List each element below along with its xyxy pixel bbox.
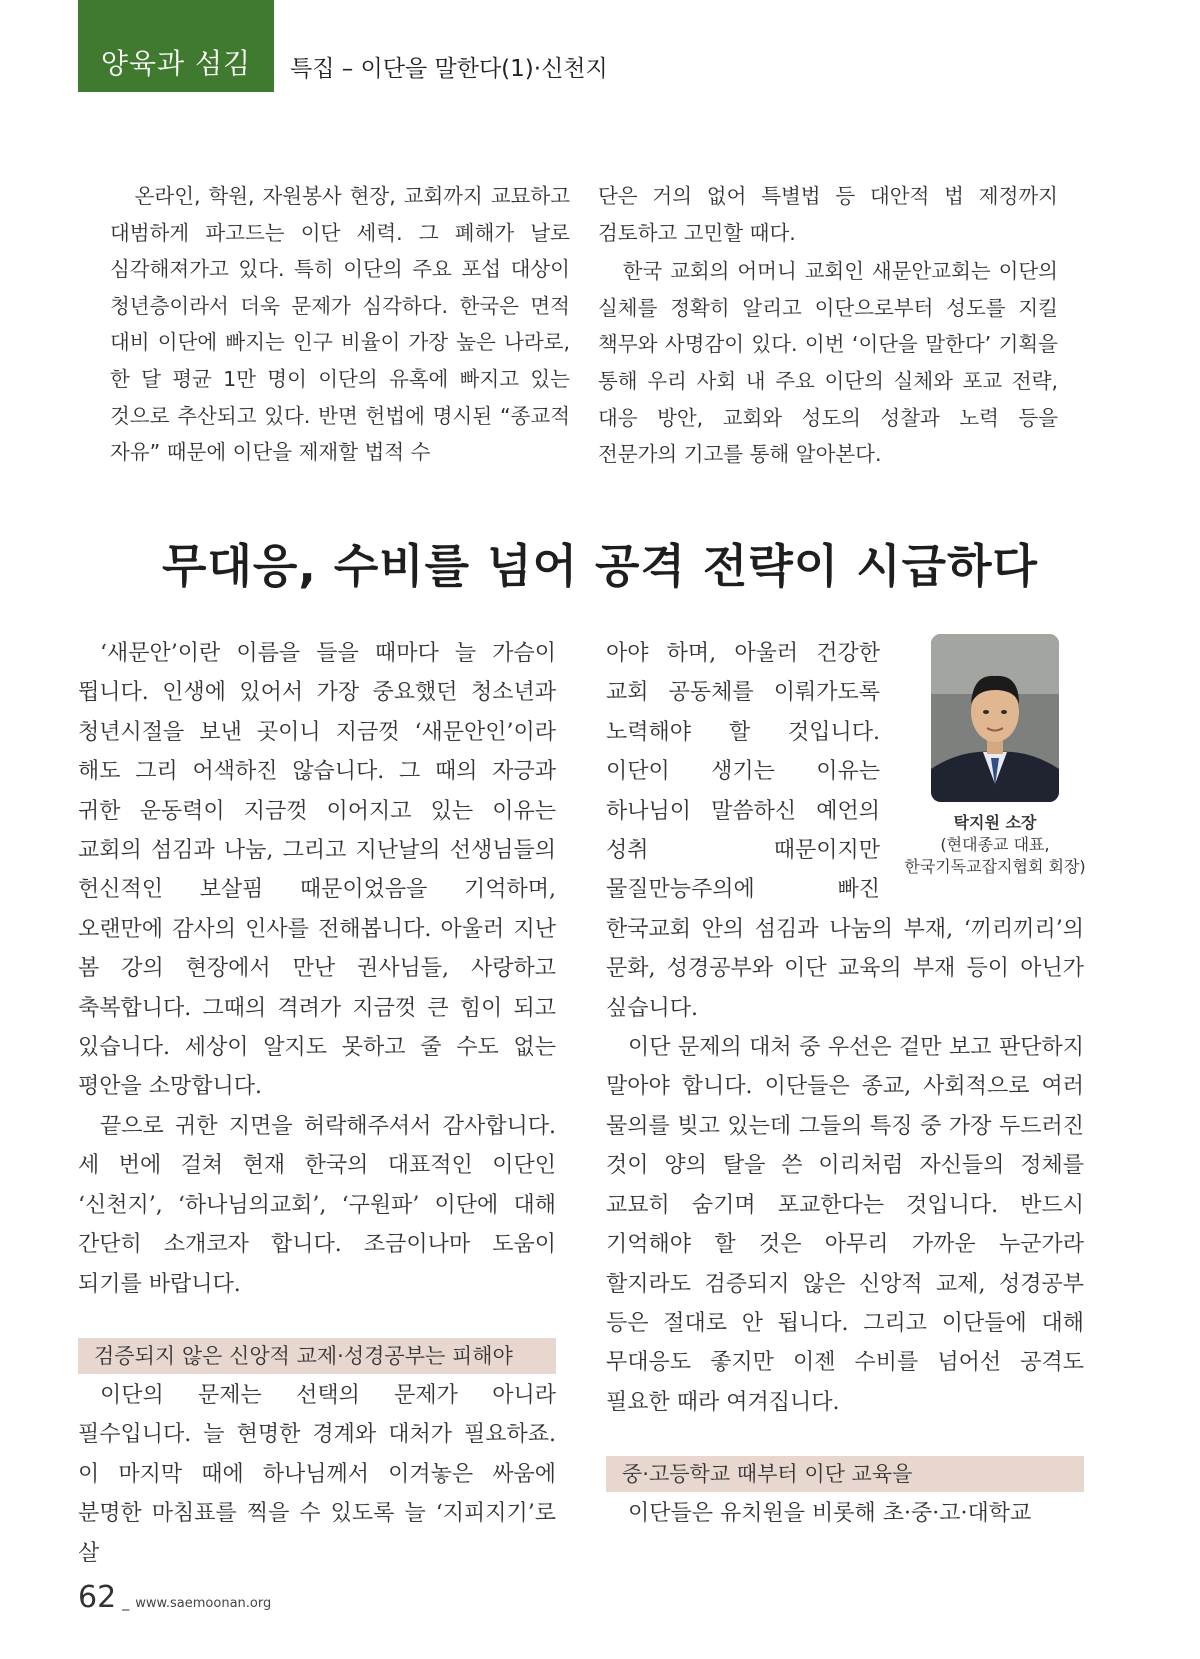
section-subheading: 검증되지 않은 신앙적 교제·성경공부는 피해야 [78, 1338, 556, 1374]
body-paragraph: 이단들은 유치원을 비롯해 초·중·고·대학교 [628, 1501, 1032, 1527]
article-headline: 무대응, 수비를 넘어 공격 전략이 시급하다 [162, 539, 1038, 593]
body-paragraph: 이단 문제의 대처 중 우선은 겉만 보고 판단하지 말아야 합니다. 이단들은 종교, 사회적으로 여러 물의를 빚고 있는데 그들의 특징 중 가장 두드러진 것이 양의 탈을 쓴 이리처럼 자신들의 정체를 교묘히 숨기며 포교한다는 것입니다. 반드시 기억해야 할 것은 아무리 가까운 누군가라 할지라도 검증되지 않은 신앙적 교제, 성경공부 등은 절대로 안 됩니다. 그리고 이단들에 대해 무대응도 좋지만 이젠 수비를 넘어선 공격도 필요한 때라 여겨집니다. [606, 1035, 1084, 1415]
intro-paragraph: 온라인, 학원, 자원봉사 현장, 교회까지 교묘하고 대범하게 파고드는 이단 세력. 그 폐해가 날로 심각해져가고 있다. 특히 이단의 주요 포섭 대상이 청년층이라서 더욱 문제가 심각하다. 한국은 면적 대비 이단에 빠지는 인구 비율이 가장 높은 나라로, 한 달 평균 1만 명이 이단의 유혹에 빠지고 있는 것으로 추산되고 있다. 반면 헌법에 명시된 “종교적 자유” 때문에 이단을 제재할 법적 수 [110, 184, 570, 465]
intro-paragraph-continued: 단은 거의 없어 특별법 등 대안적 법 제정까지 검토하고 고민할 때다. [598, 184, 1058, 245]
intro-right-column [598, 178, 1058, 473]
author-affiliation: (현대종교 대표, 한국기독교잡지협회 회장) [904, 835, 1086, 876]
page-number: 62 [78, 1580, 117, 1615]
section-label: 양육과 섬김 [100, 47, 252, 80]
section-subheading: 중·고등학교 때부터 이단 교육을 [606, 1456, 1084, 1492]
author-name: 탁지원 소장 [953, 813, 1037, 832]
page-footer [78, 1580, 271, 1615]
footer-separator: _ [122, 1595, 130, 1611]
body-left-column [78, 634, 556, 1573]
footer-url[interactable]: www.saemoonan.org [135, 1596, 272, 1611]
author-caption [890, 812, 1100, 878]
body-right-column [606, 634, 1084, 1534]
body-paragraph: 이단의 문제는 선택의 문제가 아니라 필수입니다. 늘 현명한 경계와 대처가 필요하죠. 이 마지막 때에 하나님께서 이겨놓은 싸움에 분명한 마침표를 찍을 수 있도록 늘 ‘지피지기’로 살 [78, 1382, 556, 1566]
author-photo-box [890, 634, 1100, 878]
header-topic: 특집 – 이단을 말한다(1)·신천지 [290, 56, 608, 82]
body-paragraph: 끝으로 귀한 지면을 허락해주셔서 감사합니다. 세 번에 걸쳐 현재 한국의 대표적인 이단인 ‘신천지’, ‘하나님의교회’, ‘구원파’ 이단에 대해 간단히 소개코자 합니다. 조금이나마 도움이 되기를 바랍니다. [78, 1113, 556, 1297]
section-tab [78, 0, 274, 92]
intro-paragraph: 한국 교회의 어머니 교회인 새문안교회는 이단의 실체를 정확히 알리고 이단으로부터 성도를 지킬 책무와 사명감이 있다. 이번 ‘이단을 말한다’ 기획을 통해 우리 사회 내 주요 이단의 실체와 포교 전략, 대응 방안, 교회와 성도의 성찰과 노력 등을 전문가의 기고를 통해 알아본다. [598, 259, 1058, 467]
intro-left-column [110, 178, 570, 471]
body-paragraph: ‘새문안’이란 이름을 들을 때마다 늘 가슴이 뜁니다. 인생에 있어서 가장 중요했던 청소년과 청년시절을 보낸 곳이니 지금껏 ‘새문안인’이라 해도 그리 어색하진 않습니다. 그 때의 자긍과 귀한 운동력이 지금껏 이어지고 있는 이유는 교회의 섬김과 나눔, 그리고 지난날의 선생님들의 헌신적인 보살핌 때문이었음을 기억하며, 오랜만에 감사의 인사를 전해봅니다. 아울러 지난 봄 강의 현장에서 만난 권사님들, 사랑하고 축복합니다. 그때의 격려가 지금껏 큰 힘이 되고 있습니다. 세상이 알지도 못하고 줄 수도 없는 평안을 소망합니다. [78, 641, 556, 1100]
author-photo [931, 634, 1059, 802]
body-paragraph-continued: 아야 하며, 아울러 건강한 교회 공동체를 이뤄가도록 노력해야 할 것입니다. 이단이 생기는 이유는 하나님이 말씀하신 예언의 성취 때문이지만 물질만능주의에 빠진 한국교회 안의 섬김과 나눔의 부재, ‘끼리끼리’의 문화, 성경공부와 이단 교육의 부재 등이 아닌가 싶습니다. [606, 641, 1084, 1021]
